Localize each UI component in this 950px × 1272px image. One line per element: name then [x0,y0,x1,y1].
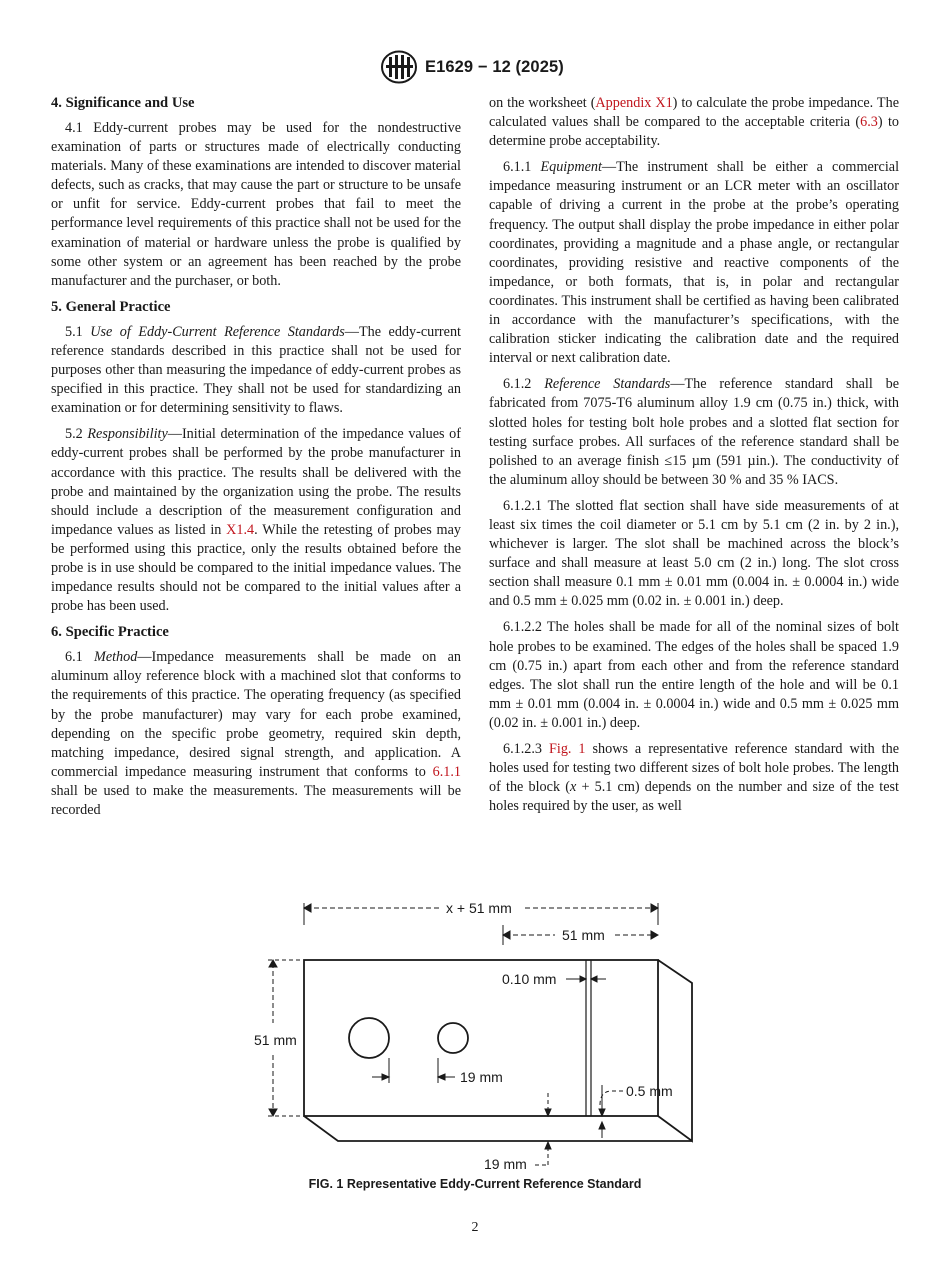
dim-total-label: x + 51 mm [446,900,512,916]
link-fig-1[interactable]: Fig. 1 [548,741,586,757]
dim-51-top-label: 51 mm [562,927,605,943]
figure-1 [250,895,710,1180]
link-appendix-x1[interactable]: Appendix X1 [595,95,673,111]
document-designation: E1629 − 12 (2025) [425,58,564,76]
left-column [51,94,461,827]
section-6-heading: 6. Specific Practice [51,624,169,641]
block-side-face [658,960,692,1141]
astm-logo-icon [380,50,418,84]
para-4-1: 4.1 Eddy-current probes may be used for the nondestructive examination of parts or structures made of electrically conducting materials. Many of these examinations are intended to discover material defects, such as cracks, that may cause the part or structure to be unsafe or unfit for service. Eddy-current probes that fail to meet the performance level requirements of this practice shall not be used for the examination of material or hardware unless the probe is qualified by some other system or an agreement has been reached by the probe manufacturer and the purchaser, or both. [51,120,461,289]
para-6-1-2: 6.1.2 Reference Standards—The reference standard shall be fabricated from 7075-T6 aluminum alloy 1.9 cm (0.75 in.) thick, with slotted holes for testing bolt hole probes and a slotted flat section for testing surface probes. All surfaces of the reference standard shall be polished to an average finish ≤15 µm (591 µin.). The conductivity of the aluminum alloy should be between 30 % and 35 % IACS. [489,376,900,488]
para-6-1-1: 6.1.1 Equipment—The instrument shall be either a commercial impedance measuring instrument or an LCR meter with an oscillator capable of driving a current in the probe at the probe’s operating frequency. The output shall display the probe impedance in either polar coordinates, providing a magnitude and a phase angle, or rectangular coordinates, providing resistive and reactive components of the impedance, or both formats, that is, in polar and rectangular coordinates. This instrument shall be certified as having been calibrated in accordance with the manufacturer’s specifications, with the calibration sticker indicating the calibration date and the required interval or next calibration date. [489,159,900,367]
dim-bottom-label: 19 mm [484,1156,527,1172]
para-5-2: 5.2 Responsibility—Initial determination of the impedance values of eddy-current probes shall be performed by the probe manufacturer in accordance with this practice. The results shall be delivered with the probe and maintained by the organization using the probe. The results should include a description of the measurement configuration and impedance values as listed in X1.4. While the retesting of probes may be performed using this practice, only the results obtained before the probe is in use should be compared to the initial impedance values. The impedance results should not be compared to the initial values after a probe has been used. [51,426,461,615]
dim-hole-gap-label: 19 mm [460,1069,503,1085]
para-6-1-continued: on the worksheet (Appendix X1) to calculate the probe impedance. The calculated values shall be compared to the acceptable criteria (6.3) to determine probe acceptability. [489,95,899,150]
page-number: 2 [471,1220,479,1235]
dim-height-label: 51 mm [254,1032,297,1048]
para-5-1: 5.1 Use of Eddy-Current Reference Standards—The eddy-current reference standards described in this practice shall not be used for purposes other than measuring the impedance of eddy-current probes as specified in this practice. They shall not be used for standardizing an examination or for determining sensitivity to flaws. [51,323,461,417]
section-5-heading: 5. General Practice [51,298,171,315]
link-6-1-1[interactable]: 6.1.1 [432,763,461,780]
section-4-heading: 4. Significance and Use [51,95,195,111]
para-6-1-2-3: 6.1.2.3 Fig. 1 shows a representative reference standard with the holes used for testing two different sizes of bolt hole probes. The length of the block (x + 5.1 cm) depends on the number and size of the test holes required by the user, as well [489,741,899,815]
right-column [489,94,899,823]
reference-standard-drawing [250,895,710,1180]
link-6-3[interactable]: 6.3 [860,114,878,131]
para-6-1-2-2: 6.1.2.2 The holes shall be made for all of the nominal sizes of bolt hole probes to be examined. The edges of the holes shall be spaced 1.9 cm (0.75 in.) apart from each other and from the reference standard edges. The slot shall run the entire length of the hole and will be 0.1 mm ± 0.01 mm (0.004 in. ± 0.0004 in.) wide and 0.5 mm ± 0.025 mm (0.02 in. ± 0.001 in.) deep. [489,619,899,731]
link-x1-4[interactable]: X1.4 [226,521,255,538]
large-hole [349,1018,389,1058]
dim-depth-label: 0.5 mm [626,1083,673,1099]
para-6-1-2-1: 6.1.2.1 The slotted flat section shall have side measurements of at least six times the coil diameter or 5.1 cm by 5.1 cm (2 in. by 2 in.), whichever is larger. The slot shall be machined across the block’s surface and shall measure at least 5.0 cm (2 in.) long. The slot cross section shall measure 0.1 mm ± 0.01 mm (0.004 in. ± 0.0004 in.) wide and 0.5 mm ± 0.025 mm (0.02 in. ± 0.001 in.) deep. [489,497,899,610]
figure-caption: FIG. 1 Representative Eddy-Current Reference Standard [308,1177,642,1191]
small-hole [438,1023,468,1053]
block-bottom-face [304,1116,692,1141]
para-6-1: 6.1 Method—Impedance measurements shall be made on an aluminum alloy reference block with a machined slot that conforms to the requirements of this practice. The operating frequency (as specified by the probe manufacturer) may vary for each probe examined, depending on the specific probe geometry, required skin depth, matching impedance, desired signal strength, and application. A commercial impedance measuring instrument that conforms to 6.1.1 shall be used to make the measurements. The measurements will be recorded [51,649,461,818]
page-header [0,50,950,86]
dim-slot-width-label: 0.10 mm [502,971,557,987]
block-front-face [304,960,658,1116]
